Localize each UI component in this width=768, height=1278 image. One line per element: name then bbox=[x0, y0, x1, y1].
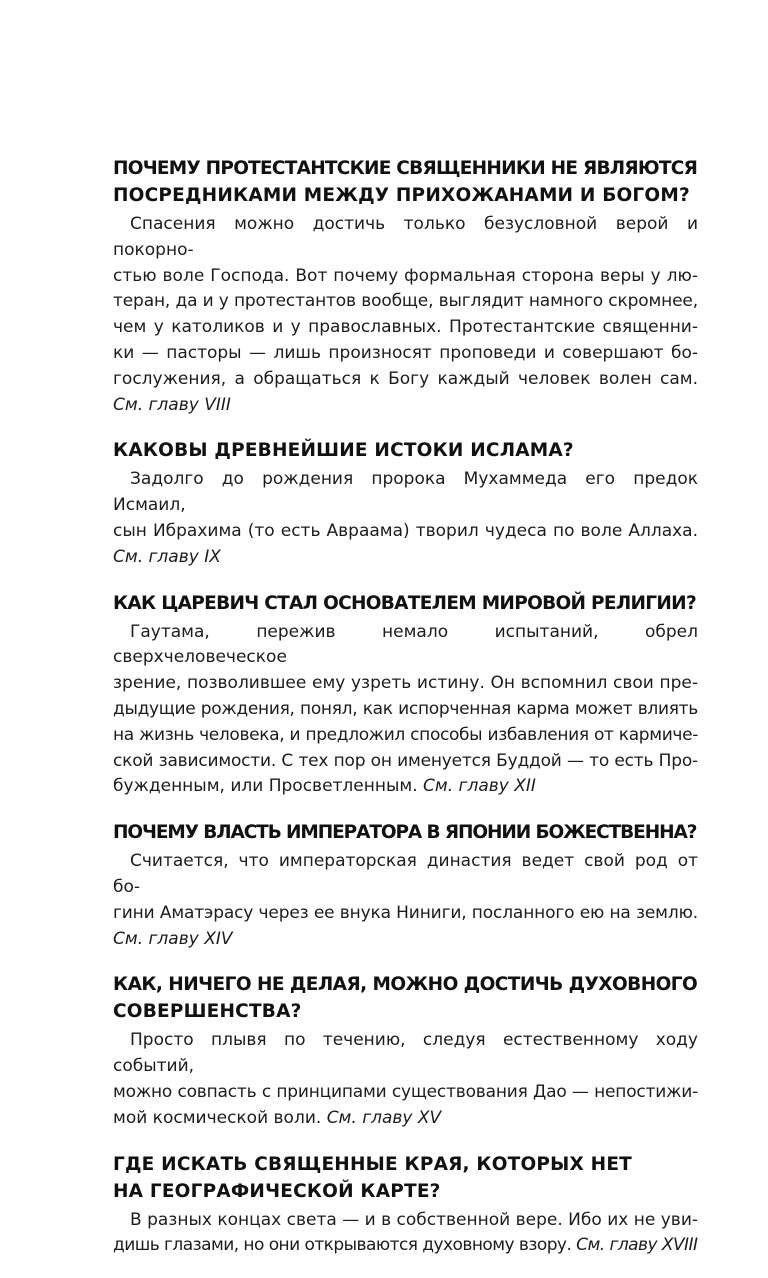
section-heading bbox=[113, 971, 698, 1025]
body-line: ки — пасторы — лишь произносят проповеди и совершают бо- bbox=[113, 342, 698, 363]
qa-section bbox=[113, 1151, 698, 1260]
section-body bbox=[113, 1028, 698, 1131]
heading-line: ПОЧЕМУ ПРОТЕСТАНТСКИЕ СВЯЩЕННИКИ НЕ ЯВЛЯЮТСЯ bbox=[113, 158, 698, 179]
body-line: гослужения, а обращаться к Богу каждый человек волен сам. bbox=[113, 368, 698, 389]
heading-line: ГДЕ ИСКАТЬ СВЯЩЕННЫЕ КРАЯ, КОТОРЫХ НЕТ bbox=[113, 1153, 632, 1175]
body-line: Просто плывя по течению, следуя естественному ходу событий, bbox=[113, 1030, 698, 1077]
heading-line: КАК, НИЧЕГО НЕ ДЕЛАЯ, МОЖНО ДОСТИЧЬ ДУХОВНОГО bbox=[113, 974, 698, 996]
body-last-text: бужденным, или Просветленным. bbox=[113, 776, 418, 797]
chapter-reference: См. главу VIII bbox=[113, 394, 231, 415]
section-heading bbox=[113, 155, 698, 209]
chapter-reference: См. главу IX bbox=[113, 546, 221, 567]
chapter-reference: См. главу XIV bbox=[113, 928, 233, 949]
qa-section bbox=[113, 590, 698, 801]
page-content bbox=[113, 155, 698, 1278]
body-last-text: дишь глазами, но они открываются духовному взору. bbox=[113, 1235, 572, 1256]
heading-line: НА ГЕОГРАФИЧЕСКОЙ КАРТЕ? bbox=[113, 1180, 441, 1202]
body-line: Спасения можно достичь только безусловной верой и покорно- bbox=[113, 214, 698, 260]
body-line-last bbox=[113, 774, 698, 800]
heading-line: СОВЕРШЕНСТВА? bbox=[113, 1001, 302, 1023]
body-last-text: мой космической воли. bbox=[113, 1107, 322, 1128]
qa-section bbox=[113, 437, 698, 570]
section-heading bbox=[113, 1151, 698, 1205]
chapter-reference: См. главу XII bbox=[423, 776, 536, 797]
body-line: чем у католиков и у православных. Протестантские священни- bbox=[113, 317, 698, 338]
body-line: гини Аматэрасу через ее внука Ниниги, посланного ею на землю. bbox=[113, 902, 698, 923]
body-line: стью воле Господа. Вот почему формальная сторона веры у лю- bbox=[113, 265, 698, 286]
body-line: Считается, что императорская династия ведет свой род от бо- bbox=[113, 851, 698, 897]
heading-line: ПОСРЕДНИКАМИ МЕЖДУ ПРИХОЖАНАМИ И БОГОМ? bbox=[113, 185, 690, 206]
body-line-last bbox=[113, 393, 698, 419]
heading-line: КАКОВЫ ДРЕВНЕЙШИЕ ИСТОКИ ИСЛАМА? bbox=[113, 440, 574, 462]
body-line: дыдущие рождения, понял, как испорченная карма может влиять bbox=[113, 698, 698, 719]
qa-section bbox=[113, 971, 698, 1131]
section-body bbox=[113, 212, 698, 418]
chapter-reference: См. главу XV bbox=[326, 1107, 442, 1128]
qa-section bbox=[113, 155, 698, 418]
body-line: зрение, позволившее ему узреть истину. Он вспомнил свои пре- bbox=[113, 673, 698, 694]
body-line-last bbox=[113, 927, 698, 953]
body-line: теран, да и у протестантов вообще, выглядит намного скромнее, bbox=[113, 291, 698, 312]
section-heading bbox=[113, 590, 698, 617]
body-line: В разных концах света — и в собственной вере. Ибо их не уви- bbox=[130, 1209, 698, 1230]
section-body bbox=[113, 467, 698, 570]
body-line: на жизнь человека, и предложил способы избавления от кармиче- bbox=[113, 724, 698, 745]
qa-section bbox=[113, 819, 698, 952]
section-heading bbox=[113, 819, 698, 846]
heading-line: ПОЧЕМУ ВЛАСТЬ ИМПЕРАТОРА В ЯПОНИИ БОЖЕСТВЕННА? bbox=[113, 822, 697, 844]
section-heading bbox=[113, 437, 698, 464]
body-line-last bbox=[113, 1106, 698, 1132]
body-line: можно совпасть с принципами существования Дао — непостижи- bbox=[113, 1081, 698, 1102]
section-body bbox=[113, 620, 698, 801]
body-line: Гаутама, пережив немало испытаний, обрел сверхчеловеческое bbox=[113, 621, 698, 668]
body-line: ской зависимости. С тех пор он именуется Буддой — то есть Про- bbox=[113, 750, 698, 771]
heading-line: КАК ЦАРЕВИЧ СТАЛ ОСНОВАТЕЛЕМ МИРОВОЙ РЕЛИГИИ? bbox=[113, 592, 696, 614]
body-line-last bbox=[113, 1233, 698, 1259]
body-line: Задолго до рождения пророка Мухаммеда его предок Исмаил, bbox=[113, 469, 698, 516]
body-line-last bbox=[113, 545, 698, 571]
section-body bbox=[113, 1208, 698, 1260]
chapter-reference: См. главу XVIII bbox=[576, 1235, 698, 1256]
section-body bbox=[113, 849, 698, 952]
body-line: сын Ибрахима (то есть Авраама) творил чудеса по воле Аллаха. bbox=[113, 520, 698, 541]
